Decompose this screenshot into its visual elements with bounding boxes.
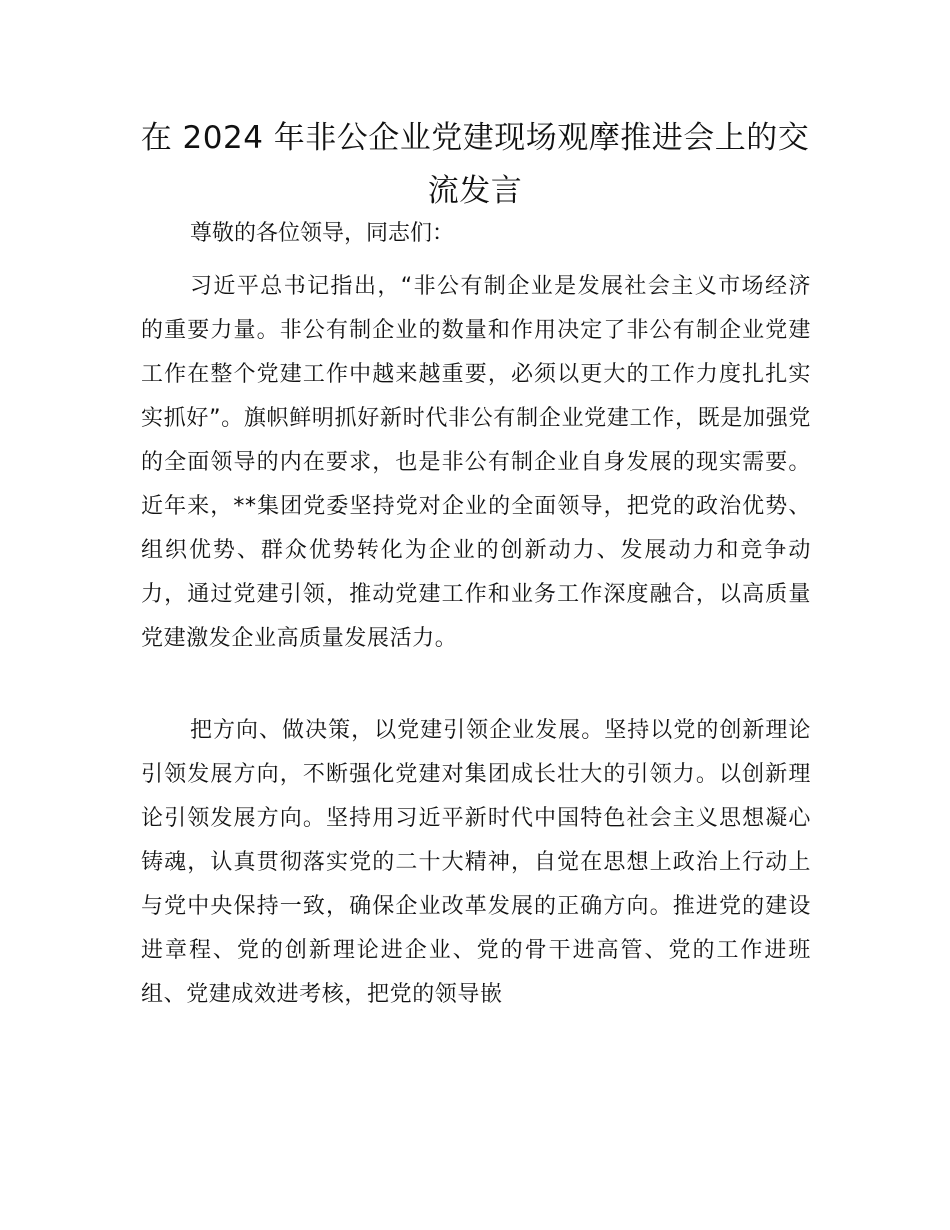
salutation: 尊敬的各位领导，同志们：: [190, 221, 455, 246]
body-paragraph-2: 把方向、做决策，以党建引领企业发展。坚持以党的创新理论引领发展方向，不断强化党建对集团成长壮大的引领力。以创新理论引领发展方向。坚持用习近平新时代中国特色社会主义思想凝心铸魂，认真贯彻落实党的二十大精神，自觉在思想上政治上行动上与党中央保持一致，确保企业改革发展的正确方向。推进党的建设进章程、党的创新理论进企业、党的骨干进高管、党的工作进班组、党建成效进考核，把党的领导嵌: [141, 718, 811, 1007]
body-paragraph-1: 习近平总书记指出，“非公有制企业是发展社会主义市场经济的重要力量。非公有制企业的数量和作用决定了非公有制企业党建工作在整个党建工作中越来越重要，必须以更大的工作力度扎扎实实抓好”。旗帜鲜明抓好新时代非公有制企业党建工作，既是加强党的全面领导的内在要求，也是非公有制企业自身发展的现实需要。近年来，**集团党委坚持党对企业的全面领导，把党的政治优势、组织优势、群众优势转化为企业的创新动力、发展动力和竞争动力，通过党建引领，推动党建工作和业务工作深度融合，以高质量党建激发企业高质量发展活力。: [141, 274, 811, 651]
document-title: 在 2024 年非公企业党建现场观摩推进会上的交流发言: [140, 120, 810, 209]
